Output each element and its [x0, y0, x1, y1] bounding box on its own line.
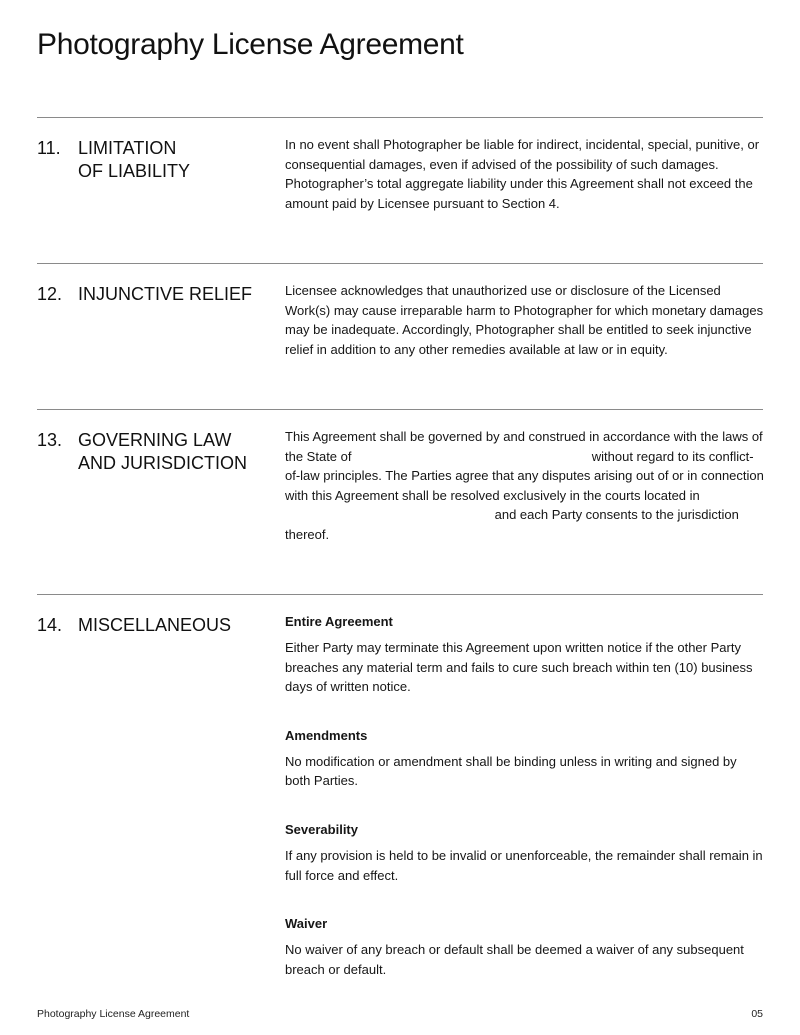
subsection-title: Amendments: [285, 727, 368, 743]
section-heading: [78, 137, 258, 183]
subsection-body: No modification or amendment shall be binding unless in writing and signed by both Parties.: [285, 753, 737, 789]
subsection-body: Either Party may terminate this Agreement upon written notice if the other Party breaches any material term and fails to cure such breach within ten (10) business days of written notice.: [285, 640, 753, 695]
subsection-body: If any provision is held to be invalid or unenforceable, the remainder shall remain in full force and effect.: [285, 847, 763, 883]
section-body: [285, 612, 765, 1008]
section-heading: [78, 614, 278, 637]
body-text: This Agreement shall be governed by and construed in accordance with the laws of the State of: [285, 429, 763, 464]
subsection-amendments: [285, 726, 765, 791]
section-number: 13.: [37, 430, 63, 450]
body-text: and each Party consents to the jurisdiction thereof.: [285, 507, 739, 542]
section-heading-line: AND JURISDICTION: [78, 453, 248, 473]
section-heading-line: LIMITATION: [78, 138, 177, 158]
footer-page-number: 05: [751, 1008, 763, 1020]
section-number: 14.: [37, 615, 63, 635]
section-body: [285, 427, 765, 545]
section-heading-line: INJUNCTIVE RELIEF: [78, 284, 253, 304]
section-heading-line: OF LIABILITY: [78, 161, 191, 181]
section-heading-line: GOVERNING LAW: [78, 430, 232, 450]
footer-document-title: Photography License Agreement: [37, 1008, 190, 1020]
subsection-title: Entire Agreement: [285, 614, 393, 629]
section-number: 11.: [37, 138, 61, 158]
subsection-body: No waiver of any breach or default shall be deemed a waiver of any subsequent breach or default.: [285, 942, 744, 977]
subsection-severability: [285, 820, 765, 885]
subsection-entire-agreement: [285, 612, 765, 697]
subsection-title: Severability: [285, 821, 358, 837]
section-miscellaneous: [37, 594, 763, 994]
body-text: without regard to its conflict-of-law principles. The Parties agree that any disputes arising out of or in connection with this Agreement shall be resolved exclusively in the courts located in: [285, 448, 764, 503]
section-number: 12.: [37, 284, 63, 304]
section-heading: [78, 283, 278, 306]
section-body: Licensee acknowledges that unauthorized use or disclosure of the Licensed Work(s) may cause irreparable harm to Photographer for which monetary damages may be inadequate. Accordingly, Photographer shall be entitled to seek injunctive relief in addition to any other remedies available at law or in equity.: [285, 283, 764, 357]
page-title: Photography License Agreement: [37, 28, 464, 61]
section-injunctive-relief: [37, 263, 763, 409]
subsection-title: Waiver: [285, 916, 328, 932]
section-body: In no event shall Photographer be liable for indirect, incidental, special, punitive, or consequential damages, even if advised of the possibility of such damages. Photographer’s total aggregate liability under this Agreement shall not exceed the amount paid by Licensee pursuant to Section 4.: [285, 137, 760, 211]
section-heading-line: MISCELLANEOUS: [78, 615, 232, 635]
section-limitation-of-liability: [37, 117, 763, 263]
section-governing-law: [37, 409, 763, 594]
section-heading: [78, 429, 278, 475]
subsection-waiver: [285, 914, 765, 979]
